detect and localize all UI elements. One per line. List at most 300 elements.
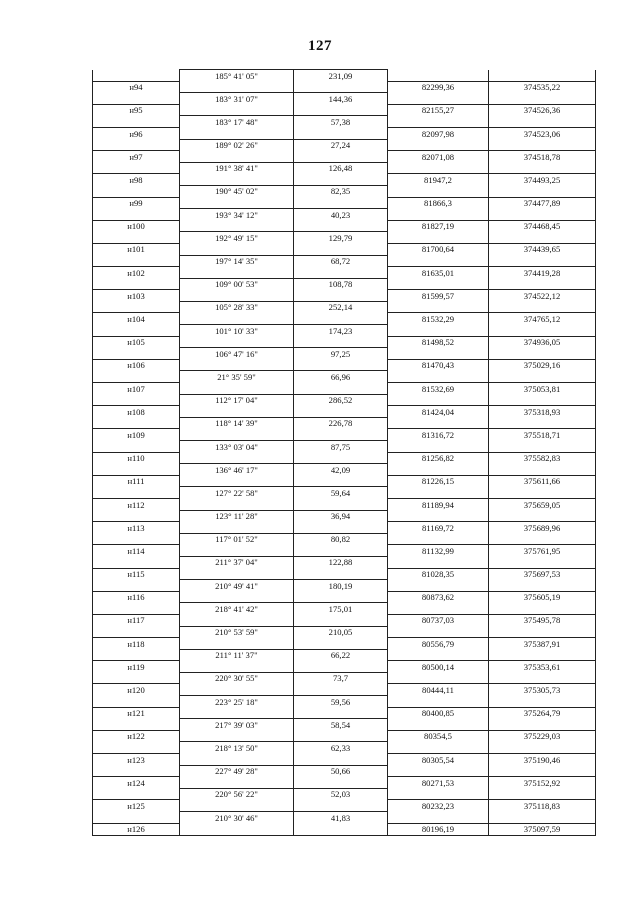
point-name-cell [93,742,180,754]
point-row [93,359,596,371]
segment-row [93,139,596,151]
point-row [93,81,596,93]
direction-angle-cell: 190° 45' 02" [180,185,294,197]
point-name-cell: н100 [93,220,180,232]
y-coordinate-cell [489,93,596,105]
y-coordinate-cell [489,325,596,337]
segment-length-cell [294,359,388,371]
direction-angle-cell: 117° 01' 52" [180,533,294,545]
segment-length-cell: 144,36 [294,93,388,105]
y-coordinate-cell: 375305,73 [489,684,596,696]
point-name-cell: н110 [93,452,180,464]
x-coordinate-cell [388,394,489,406]
segment-row [93,394,596,406]
y-coordinate-cell: 375495,78 [489,614,596,626]
point-row [93,174,596,186]
y-coordinate-cell: 375118,83 [489,800,596,812]
y-coordinate-cell [489,649,596,661]
point-row [93,823,596,835]
segment-row [93,209,596,221]
point-name-cell: н98 [93,174,180,186]
direction-angle-cell [180,823,294,835]
segment-length-cell: 52,03 [294,788,388,800]
x-coordinate-cell [388,765,489,777]
y-coordinate-cell: 375582,83 [489,452,596,464]
y-coordinate-cell [489,765,596,777]
point-name-cell: н109 [93,429,180,441]
x-coordinate-cell [388,162,489,174]
segment-length-cell: 231,09 [294,70,388,82]
point-name-cell [93,116,180,128]
point-row [93,498,596,510]
segment-length-cell [294,800,388,812]
x-coordinate-cell [388,719,489,731]
direction-angle-cell: 210° 53' 59" [180,626,294,638]
y-coordinate-cell [489,255,596,267]
point-row [93,777,596,789]
x-coordinate-cell: 81947,2 [388,174,489,186]
point-name-cell [93,417,180,429]
segment-length-cell: 122,88 [294,556,388,568]
x-coordinate-cell [388,139,489,151]
point-name-cell: н104 [93,313,180,325]
point-row [93,104,596,116]
segment-length-cell [294,383,388,395]
direction-angle-cell [180,359,294,371]
point-name-cell: н94 [93,81,180,93]
point-name-cell [93,93,180,105]
segment-row [93,232,596,244]
direction-angle-cell: 105° 28' 33" [180,301,294,313]
direction-angle-cell: 210° 49' 41" [180,580,294,592]
point-name-cell [93,325,180,337]
x-coordinate-cell: 80556,79 [388,638,489,650]
direction-angle-cell: 101° 10' 33" [180,325,294,337]
x-coordinate-cell: 82299,36 [388,81,489,93]
y-coordinate-cell: 375318,93 [489,406,596,418]
x-coordinate-cell [388,556,489,568]
y-coordinate-cell: 374468,45 [489,220,596,232]
y-coordinate-cell [489,464,596,476]
point-row [93,290,596,302]
segment-length-cell [294,174,388,186]
point-row [93,661,596,673]
x-coordinate-cell: 80354,5 [388,730,489,742]
segment-length-cell [294,104,388,116]
y-coordinate-cell [489,301,596,313]
direction-angle-cell [180,267,294,279]
direction-angle-cell: 133° 03' 04" [180,441,294,453]
x-coordinate-cell [388,371,489,383]
x-coordinate-cell [388,533,489,545]
point-row [93,754,596,766]
y-coordinate-cell: 374765,12 [489,313,596,325]
y-coordinate-cell: 375229,03 [489,730,596,742]
segment-row [93,255,596,267]
point-name-cell: н117 [93,614,180,626]
x-coordinate-cell [388,742,489,754]
point-row [93,127,596,139]
point-name-cell: н126 [93,823,180,835]
segment-row [93,116,596,128]
point-name-cell: н114 [93,545,180,557]
segment-length-cell [294,220,388,232]
segment-row [93,719,596,731]
direction-angle-cell [180,614,294,626]
segment-length-cell: 59,56 [294,696,388,708]
point-name-cell: н105 [93,336,180,348]
segment-length-cell: 41,83 [294,812,388,824]
y-coordinate-cell [489,209,596,221]
direction-angle-cell [180,336,294,348]
y-coordinate-cell: 375190,46 [489,754,596,766]
coordinates-table-body [93,70,596,836]
direction-angle-cell: 220° 30' 55" [180,672,294,684]
direction-angle-cell [180,197,294,209]
x-coordinate-cell [388,626,489,638]
point-name-cell [93,603,180,615]
segment-length-cell [294,545,388,557]
point-row [93,707,596,719]
y-coordinate-cell: 375605,19 [489,591,596,603]
point-name-cell: н99 [93,197,180,209]
x-coordinate-cell: 81189,94 [388,498,489,510]
y-coordinate-cell [489,603,596,615]
x-coordinate-cell [388,464,489,476]
direction-angle-cell [180,383,294,395]
segment-length-cell: 87,75 [294,441,388,453]
y-coordinate-cell [489,371,596,383]
segment-length-cell [294,197,388,209]
x-coordinate-cell: 81316,72 [388,429,489,441]
direction-angle-cell: 223° 25' 18" [180,696,294,708]
direction-angle-cell [180,754,294,766]
x-coordinate-cell [388,325,489,337]
y-coordinate-cell [489,812,596,824]
direction-angle-cell [180,243,294,255]
segment-length-cell: 97,25 [294,348,388,360]
segment-length-cell: 129,79 [294,232,388,244]
segment-row [93,788,596,800]
x-coordinate-cell: 81470,43 [388,359,489,371]
y-coordinate-cell [489,70,596,82]
segment-length-cell [294,452,388,464]
point-name-cell: н101 [93,243,180,255]
x-coordinate-cell [388,696,489,708]
x-coordinate-cell: 81256,82 [388,452,489,464]
segment-row [93,603,596,615]
point-row [93,614,596,626]
y-coordinate-cell: 375152,92 [489,777,596,789]
segment-length-cell [294,568,388,580]
y-coordinate-cell [489,742,596,754]
segment-row [93,464,596,476]
point-name-cell: н124 [93,777,180,789]
x-coordinate-cell: 81827,19 [388,220,489,232]
y-coordinate-cell: 375053,81 [489,383,596,395]
y-coordinate-cell: 375353,61 [489,661,596,673]
segment-length-cell: 108,78 [294,278,388,290]
y-coordinate-cell [489,510,596,522]
point-row [93,383,596,395]
point-name-cell [93,185,180,197]
segment-row [93,70,596,82]
x-coordinate-cell: 80196,19 [388,823,489,835]
point-name-cell: н96 [93,127,180,139]
y-coordinate-cell: 375029,16 [489,359,596,371]
segment-length-cell: 57,38 [294,116,388,128]
y-coordinate-cell: 374535,22 [489,81,596,93]
segment-length-cell [294,429,388,441]
segment-length-cell: 73,7 [294,672,388,684]
point-name-cell: н118 [93,638,180,650]
point-name-cell [93,672,180,684]
y-coordinate-cell: 375387,91 [489,638,596,650]
point-name-cell: н112 [93,498,180,510]
x-coordinate-cell: 82071,08 [388,151,489,163]
segment-row [93,533,596,545]
point-name-cell [93,441,180,453]
point-row [93,313,596,325]
y-coordinate-cell: 375697,53 [489,568,596,580]
direction-angle-cell: 192° 49' 15" [180,232,294,244]
direction-angle-cell [180,174,294,186]
direction-angle-cell [180,684,294,696]
direction-angle-cell: 220° 56' 22" [180,788,294,800]
direction-angle-cell: 183° 31' 07" [180,93,294,105]
y-coordinate-cell [489,533,596,545]
point-name-cell [93,626,180,638]
x-coordinate-cell: 80305,54 [388,754,489,766]
y-coordinate-cell [489,696,596,708]
segment-length-cell [294,591,388,603]
segment-length-cell [294,243,388,255]
segment-length-cell [294,754,388,766]
direction-angle-cell [180,81,294,93]
x-coordinate-cell: 81700,64 [388,243,489,255]
direction-angle-cell: 183° 17' 48" [180,116,294,128]
direction-angle-cell [180,777,294,789]
x-coordinate-cell [388,278,489,290]
point-name-cell: н103 [93,290,180,302]
x-coordinate-cell [388,649,489,661]
point-name-cell: н108 [93,406,180,418]
segment-length-cell: 59,64 [294,487,388,499]
direction-angle-cell [180,498,294,510]
y-coordinate-cell: 374523,06 [489,127,596,139]
y-coordinate-cell [489,487,596,499]
y-coordinate-cell: 375264,79 [489,707,596,719]
y-coordinate-cell: 374477,89 [489,197,596,209]
direction-angle-cell [180,151,294,163]
segment-length-cell [294,81,388,93]
segment-length-cell: 226,78 [294,417,388,429]
y-coordinate-cell [489,116,596,128]
point-name-cell: н107 [93,383,180,395]
direction-angle-cell: 193° 34' 12" [180,209,294,221]
segment-row [93,510,596,522]
direction-angle-cell: 106° 47' 16" [180,348,294,360]
point-row [93,522,596,534]
point-name-cell [93,788,180,800]
direction-angle-cell [180,522,294,534]
x-coordinate-cell: 80500,14 [388,661,489,673]
point-name-cell: н115 [93,568,180,580]
point-name-cell [93,719,180,731]
point-name-cell [93,348,180,360]
x-coordinate-cell [388,209,489,221]
point-name-cell [93,139,180,151]
point-row [93,406,596,418]
x-coordinate-cell: 81226,15 [388,475,489,487]
point-row [93,243,596,255]
segment-length-cell: 42,09 [294,464,388,476]
segment-length-cell [294,475,388,487]
x-coordinate-cell [388,417,489,429]
segment-length-cell [294,313,388,325]
direction-angle-cell: 218° 41' 42" [180,603,294,615]
x-coordinate-cell: 81169,72 [388,522,489,534]
segment-row [93,556,596,568]
point-name-cell [93,765,180,777]
point-row [93,452,596,464]
y-coordinate-cell: 374439,65 [489,243,596,255]
point-row [93,197,596,209]
y-coordinate-cell: 374419,28 [489,267,596,279]
coordinates-table [92,69,596,836]
segment-row [93,626,596,638]
segment-row [93,417,596,429]
y-coordinate-cell [489,672,596,684]
y-coordinate-cell: 374936,05 [489,336,596,348]
segment-row [93,371,596,383]
direction-angle-cell: 127° 22' 58" [180,487,294,499]
x-coordinate-cell [388,255,489,267]
segment-length-cell [294,406,388,418]
direction-angle-cell [180,220,294,232]
direction-angle-cell [180,545,294,557]
point-row [93,267,596,279]
y-coordinate-cell [489,719,596,731]
direction-angle-cell [180,104,294,116]
segment-length-cell [294,127,388,139]
segment-length-cell: 50,66 [294,765,388,777]
x-coordinate-cell: 81498,52 [388,336,489,348]
x-coordinate-cell: 81532,29 [388,313,489,325]
direction-angle-cell [180,707,294,719]
segment-length-cell: 180,19 [294,580,388,592]
direction-angle-cell: 211° 11' 37" [180,649,294,661]
segment-row [93,185,596,197]
point-name-cell: н119 [93,661,180,673]
segment-row [93,301,596,313]
x-coordinate-cell [388,185,489,197]
point-name-cell [93,556,180,568]
y-coordinate-cell [489,394,596,406]
x-coordinate-cell: 81028,35 [388,568,489,580]
point-name-cell [93,70,180,82]
segment-length-cell [294,267,388,279]
segment-row [93,742,596,754]
segment-row [93,765,596,777]
x-coordinate-cell: 81866,3 [388,197,489,209]
segment-length-cell [294,522,388,534]
point-name-cell [93,510,180,522]
x-coordinate-cell: 80232,23 [388,800,489,812]
segment-length-cell: 68,72 [294,255,388,267]
direction-angle-cell [180,591,294,603]
point-name-cell [93,580,180,592]
segment-length-cell: 36,94 [294,510,388,522]
direction-angle-cell: 185° 41' 05" [180,70,294,82]
x-coordinate-cell [388,788,489,800]
direction-angle-cell: 123° 11' 28" [180,510,294,522]
x-coordinate-cell [388,232,489,244]
point-name-cell [93,301,180,313]
x-coordinate-cell [388,301,489,313]
point-row [93,638,596,650]
segment-length-cell: 286,52 [294,394,388,406]
x-coordinate-cell [388,441,489,453]
direction-angle-cell [180,290,294,302]
point-name-cell: н113 [93,522,180,534]
x-coordinate-cell: 82155,27 [388,104,489,116]
x-coordinate-cell: 80271,53 [388,777,489,789]
x-coordinate-cell: 80400,85 [388,707,489,719]
point-row [93,591,596,603]
x-coordinate-cell [388,487,489,499]
segment-length-cell: 66,22 [294,649,388,661]
segment-length-cell [294,684,388,696]
segment-length-cell: 58,54 [294,719,388,731]
point-row [93,151,596,163]
point-name-cell [93,812,180,824]
direction-angle-cell [180,730,294,742]
segment-length-cell [294,638,388,650]
segment-length-cell [294,614,388,626]
y-coordinate-cell [489,626,596,638]
x-coordinate-cell: 80873,62 [388,591,489,603]
direction-angle-cell [180,475,294,487]
direction-angle-cell: 210° 30' 46" [180,812,294,824]
direction-angle-cell: 109° 00' 53" [180,278,294,290]
segment-row [93,348,596,360]
y-coordinate-cell: 375611,66 [489,475,596,487]
direction-angle-cell [180,429,294,441]
point-name-cell: н123 [93,754,180,766]
segment-row [93,93,596,105]
direction-angle-cell: 191° 38' 41" [180,162,294,174]
y-coordinate-cell [489,556,596,568]
segment-length-cell [294,290,388,302]
y-coordinate-cell: 374526,36 [489,104,596,116]
direction-angle-cell [180,406,294,418]
segment-length-cell [294,151,388,163]
direction-angle-cell: 112° 17' 04" [180,394,294,406]
y-coordinate-cell [489,139,596,151]
segment-row [93,278,596,290]
point-name-cell [93,371,180,383]
direction-angle-cell [180,313,294,325]
segment-length-cell [294,730,388,742]
direction-angle-cell: 217° 39' 03" [180,719,294,731]
y-coordinate-cell [489,580,596,592]
segment-length-cell [294,707,388,719]
segment-length-cell: 27,24 [294,139,388,151]
segment-row [93,580,596,592]
y-coordinate-cell [489,441,596,453]
direction-angle-cell: 118° 14' 39" [180,417,294,429]
